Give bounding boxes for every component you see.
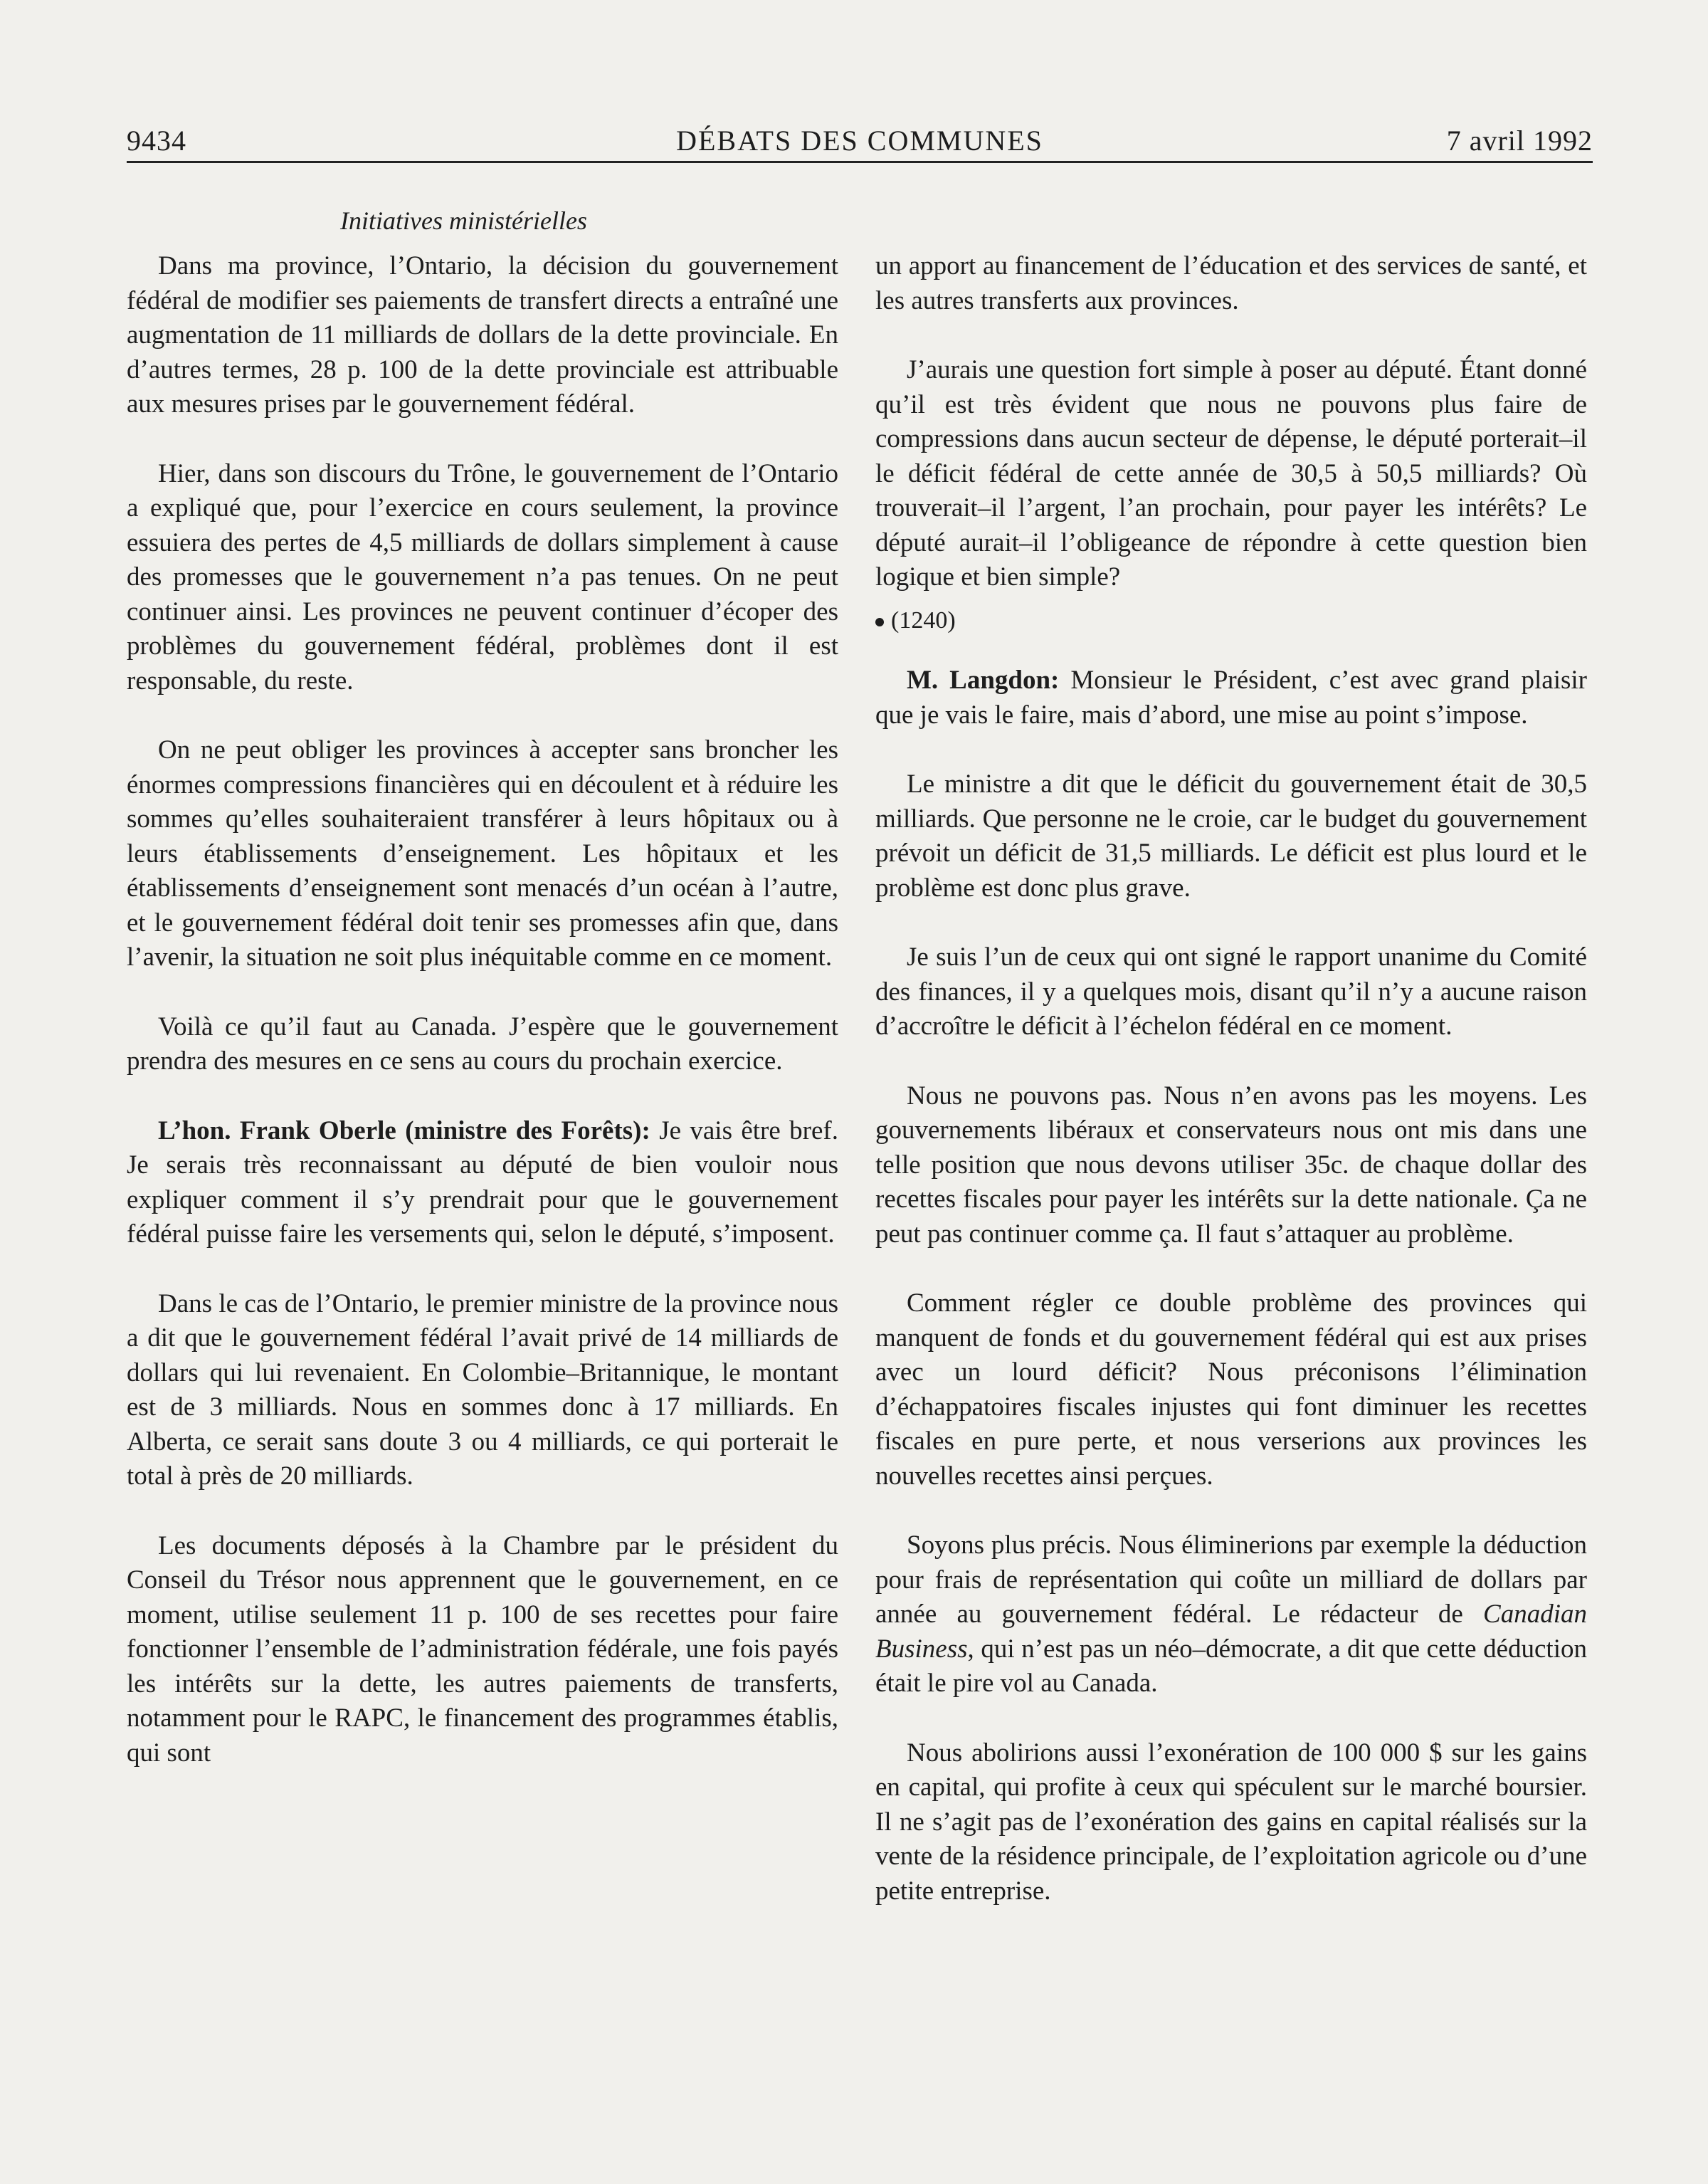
section-title: Initiatives ministérielles xyxy=(340,206,587,235)
header-rule xyxy=(127,161,1593,163)
publication-title: DÉBATS DES COMMUNES xyxy=(676,125,1043,157)
time-marker-label: (1240) xyxy=(891,607,956,634)
paragraph: Dans ma province, l’Ontario, la décision du gouvernement fédéral de modifier ses paiements de transfert directs a entraîné une augmentation de 11 milliards de dollars de la dette provinciale. En d’autres termes, 28 p. 100 de la dette provinciale est attribuable aux mesures prises par le gouvernement fédéral. xyxy=(127,251,838,419)
paragraph: Nous ne pouvons pas. Nous n’en avons pas les moyens. Les gouvernements libéraux et conservateurs nous ont mis dans une telle position que nous devons utiliser 35c. de chaque dollar des recettes fiscales pour payer les intérêts sur la dette nationale. Ça ne peut pas continuer comme ça. Il faut s’attaquer au problème. xyxy=(875,1081,1587,1249)
speech-text: Monsieur le Président, c’est avec grand plaisir que je vais le faire, mais d’abord, une mise au point s’impose. xyxy=(875,666,1587,730)
paragraph: Je suis l’un de ceux qui ont signé le rapport unanime du Comité des finances, il y a quelques mois, disant qu’il n’y a aucune raison d’accroître le déficit à l’échelon fédéral en ce moment. xyxy=(875,943,1587,1041)
paragraph: On ne peut obliger les provinces à accepter sans broncher les énormes compressions financières qui en découlent et à réduire les sommes qu’elles souhaiteraient transférer à leurs hôpitaux ou à leurs établissements d’enseignement. Les hôpitaux et les établissements d’enseignement sont menacés d’un océan à l’autre, et le gouvernement fédéral doit tenir ses promesses afin que, dans l’avenir, la situation ne soit plus inéquitable comme en ce moment. xyxy=(127,735,838,972)
paragraph: Les documents déposés à la Chambre par le président du Conseil du Trésor nous apprennent que le gouvernement, en ce moment, utilise seulement 11 p. 100 de ses recettes pour faire fonctionner l’ensemble de l’administration fédérale, une fois payés les intérêts sur la dette, les autres paiements de transferts, notamment pour le RAPC, le financement des programmes établis, qui sont xyxy=(127,1531,838,1768)
paragraph: Comment régler ce double problème des provinces qui manquent de fonds et du gouvernement fédéral qui est aux prises avec un lourd déficit? Nous préconisons l’élimination d’échappatoires fiscales injustes qui font diminuer les recettes fiscales en pure perte, et nous verserions aux provinces les nouvelles recettes ainsi perçues. xyxy=(875,1288,1587,1491)
paragraph: Nous abolirions aussi l’exonération de 100 000 $ sur les gains en capital, qui profite à ceux qui spéculent sur le marché boursier. Il ne s’agit pas de l’exonération des gains en capital réalisés sur la vente de la résidence principale, de l’exploitation agricole ou d’une petite entreprise. xyxy=(875,1738,1587,1906)
page-header xyxy=(127,121,1593,161)
publication-name: Canadian Business xyxy=(875,1600,1587,1664)
page-date: 7 avril 1992 xyxy=(1446,125,1593,157)
speaker-paragraph xyxy=(875,663,1587,733)
text-run: , qui n’est pas un néo–démocrate, a dit que cette déduction était le pire vol au Canada. xyxy=(875,1634,1587,1698)
paragraph: J’aurais une question fort simple à poser au député. Étant donné qu’il est très évident que nous ne pouvons plus faire de compressions dans aucun secteur de dépense, le député porterait–il le déficit fédéral de cette année de 30,5 à 50,5 milliards? Où trouverait–il l’argent, l’an prochain, pour payer les intérêts? Le député aurait–il l’obligeance de répondre à cette question bien logique et bien simple? xyxy=(875,355,1587,592)
speaker-paragraph xyxy=(127,1114,838,1252)
left-column xyxy=(127,249,838,1770)
paragraph: Le ministre a dit que le déficit du gouvernement était de 30,5 milliards. Que personne ne le croie, car le budget du gouvernement prévoit un déficit de 31,5 milliards. Le déficit est plus lourd et le problème est donc plus grave. xyxy=(875,770,1587,903)
paragraph: Dans le cas de l’Ontario, le premier ministre de la province nous a dit que le gouvernement fédéral l’avait privé de 14 milliards de dollars qui lui revenaient. En Colombie–Britannique, le montant est de 3 milliards. Nous en sommes donc à 17 milliards. En Alberta, ce serait sans doute 3 ou 4 milliards, ce qui porterait le total à près de 20 milliards. xyxy=(127,1288,838,1491)
bullet-icon xyxy=(875,618,884,626)
speaker-name: L’hon. Frank Oberle (ministre des Forêts): xyxy=(158,1115,650,1145)
speech-text: Je vais être bref. Je serais très reconnaissant au député de bien vouloir nous expliquer comment il s’y prendrait pour que le gouvernement fédéral puisse faire les versements qui, selon le député, s’imposent. xyxy=(127,1115,838,1249)
paragraph: Hier, dans son discours du Trône, le gouvernement de l’Ontario a expliqué que, pour l’exercice en cours seulement, la province essuiera des pertes de 4,5 milliards de dollars simplement à cause des promesses que le gouvernement n’a pas tenues. On ne peut continuer ainsi. Les provinces ne peuvent continuer d’écoper des problèmes du gouvernement fédéral, problèmes dont il est responsable, du reste. xyxy=(127,458,838,695)
time-marker xyxy=(875,604,1587,639)
right-column xyxy=(875,249,1587,1909)
paragraph: Voilà ce qu’il faut au Canada. J’espère que le gouvernement prendra des mesures en ce sens au cours du prochain exercice. xyxy=(127,1012,838,1076)
paragraph xyxy=(875,1528,1587,1701)
speaker-name: M. Langdon: xyxy=(907,666,1060,695)
text-run: Soyons plus précis. Nous éliminerions par exemple la déduction pour frais de représentation qui coûte un milliard de dollars par année au gouvernement fédéral. Le rédacteur de xyxy=(875,1531,1587,1629)
page-number: 9434 xyxy=(127,125,186,157)
paragraph-continued: un apport au financement de l’éducation et des services de santé, et les autres transferts aux provinces. xyxy=(875,251,1587,315)
